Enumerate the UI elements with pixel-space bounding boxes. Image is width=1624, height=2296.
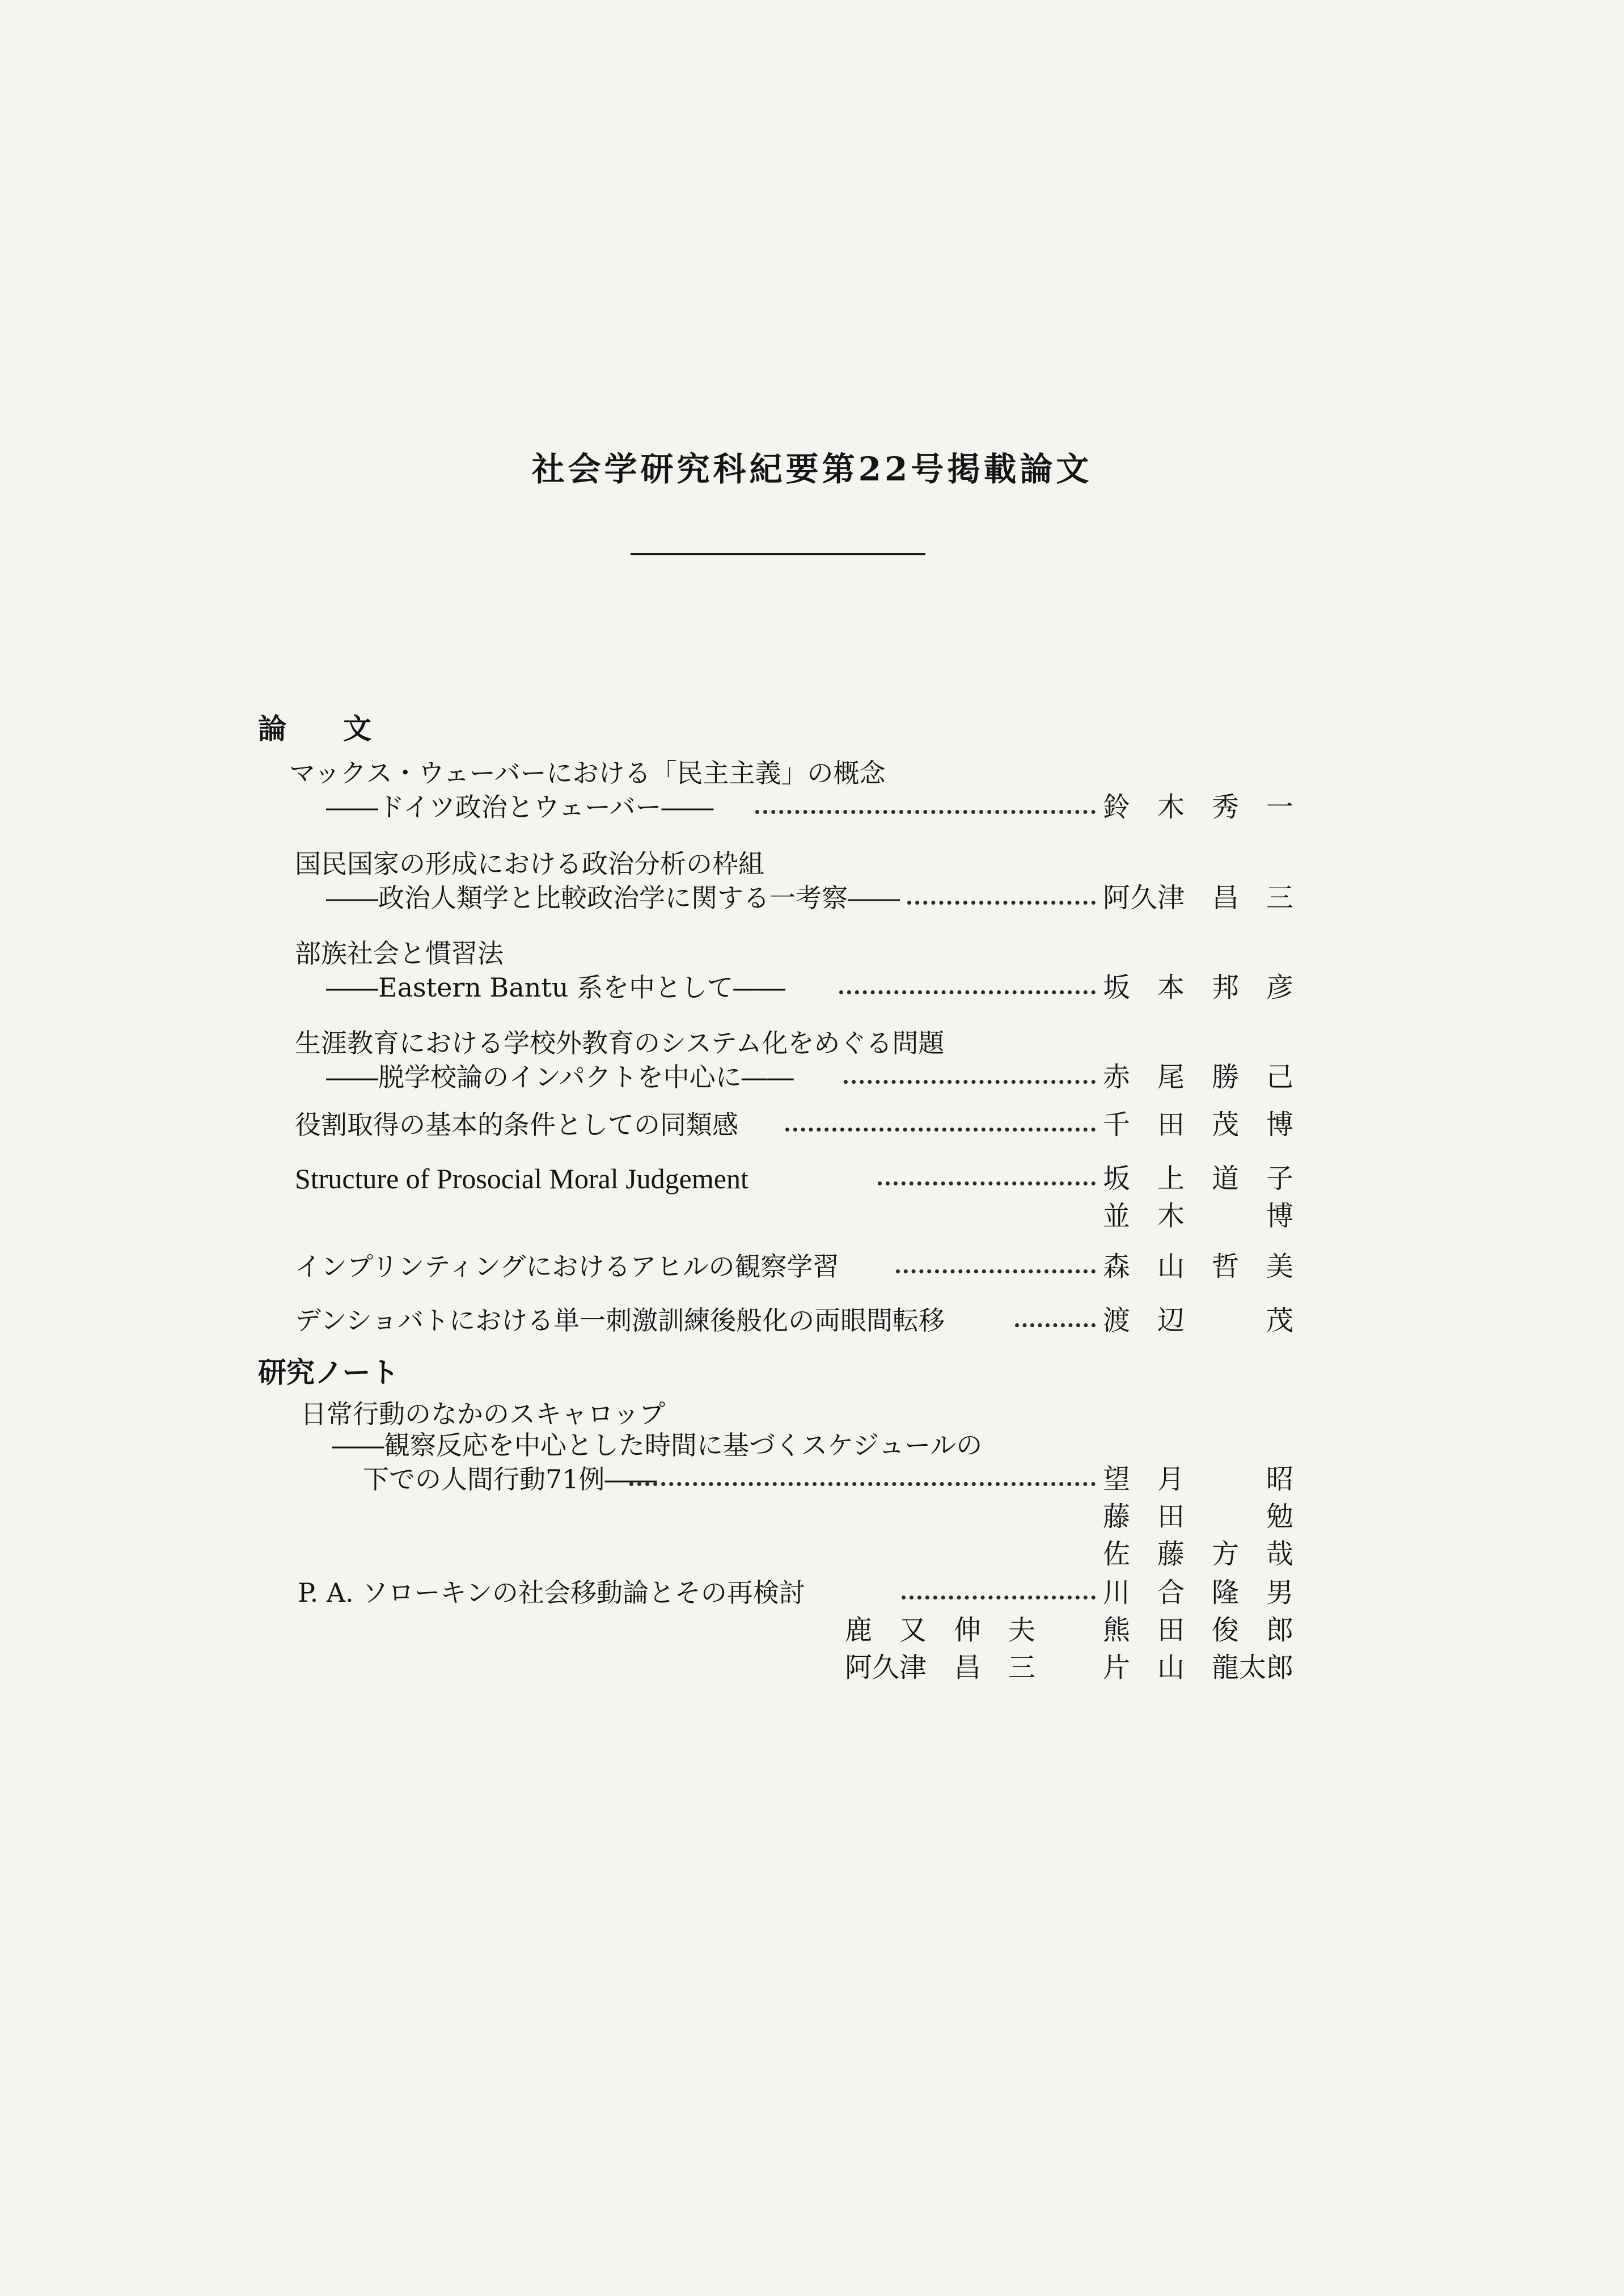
- co-author-list: [845, 1611, 1035, 1686]
- entry-title: デンショバトにおける単一刺激訓練後般化の両眼間転移: [295, 1305, 945, 1336]
- author-list: [1103, 1302, 1293, 1339]
- author-name: 熊 田 俊 郎: [1103, 1614, 1294, 1646]
- entry-subtitle: ――Eastern Bantu 系を中として――: [326, 972, 786, 1003]
- entry-title: 日常行動のなかのスキャロップ: [301, 1399, 666, 1429]
- author-list: [1103, 879, 1293, 917]
- entry-subtitle: 下での人間行動71例――: [363, 1464, 657, 1495]
- dot-leader: [785, 1128, 1096, 1132]
- author-name: 渡 辺 茂: [1103, 1305, 1294, 1336]
- author-name: 坂 本 邦 彦: [1103, 972, 1294, 1003]
- author-list: [1103, 1248, 1293, 1285]
- entry-title: Structure of Prosocial Moral Judgement: [295, 1163, 748, 1195]
- entry-subtitle: ――政治人類学と比較政治学に関する一考察――: [326, 883, 900, 913]
- author-list: [1103, 1106, 1293, 1143]
- author-list: [1103, 1461, 1293, 1573]
- author-name: 佐 藤 方 哉: [1103, 1538, 1294, 1570]
- dot-leader: [907, 901, 1096, 905]
- author-name: 鹿 又 伸 夫: [845, 1614, 1036, 1646]
- dot-leader: [896, 1269, 1096, 1273]
- author-name: 並 木 博: [1103, 1200, 1294, 1232]
- entry-subtitle: ――ドイツ政治とウェーバー――: [326, 792, 714, 822]
- entry-title: 生涯教育における学校外教育のシステム化をめぐる問題: [295, 1028, 945, 1058]
- entry-title: 役割取得の基本的条件としての同類感: [295, 1109, 738, 1140]
- page-title: 社会学研究科紀要第22号掲載論文: [531, 450, 1093, 488]
- author-name: 赤 尾 勝 己: [1103, 1061, 1294, 1093]
- author-name: 千 田 茂 博: [1103, 1109, 1294, 1141]
- author-name: 阿久津 昌 三: [1103, 882, 1294, 914]
- entry-title: 部族社会と慣習法: [295, 938, 504, 969]
- dot-leader: [902, 1596, 1096, 1599]
- author-name: 藤 田 勉: [1103, 1501, 1294, 1533]
- entry-title: P. A. ソローキンの社会移動論とその再検討: [298, 1577, 805, 1608]
- section-heading-research-notes: 研究ノート: [258, 1356, 399, 1389]
- author-name: 片 山 龍太郎: [1103, 1652, 1294, 1683]
- entry-title: 国民国家の形成における政治分析の枠組: [295, 849, 764, 879]
- author-list: [1103, 788, 1293, 826]
- entry-subtitle: ――観察反応を中心とした時間に基づくスケジュールの: [332, 1430, 983, 1461]
- section-heading-papers: 論 文: [258, 712, 371, 745]
- author-name: 坂 上 道 子: [1103, 1163, 1294, 1195]
- author-name: 望 月 昭: [1103, 1463, 1294, 1495]
- author-list: [1103, 1160, 1293, 1235]
- author-list: [1103, 1574, 1293, 1686]
- entry-title: マックス・ウェーバーにおける「民主主義」の概念: [289, 758, 886, 788]
- dot-leader: [878, 1181, 1096, 1185]
- dot-leader: [755, 810, 1096, 814]
- author-name: 森 山 哲 美: [1103, 1251, 1294, 1282]
- dot-leader: [1015, 1323, 1096, 1327]
- author-name: 阿久津 昌 三: [845, 1652, 1036, 1683]
- dot-leader: [844, 1080, 1096, 1084]
- dot-leader: [629, 1482, 1096, 1486]
- author-name: 鈴 木 秀 一: [1103, 791, 1294, 823]
- title-underline: [631, 553, 925, 555]
- entry-subtitle: ――脱学校論のインパクトを中心に――: [326, 1062, 794, 1092]
- author-name: 川 合 隆 男: [1103, 1577, 1294, 1609]
- entry-title: インプリンティングにおけるアヒルの観察学習: [295, 1251, 839, 1282]
- dot-leader: [839, 990, 1096, 994]
- author-list: [1103, 1058, 1293, 1096]
- author-list: [1103, 969, 1293, 1006]
